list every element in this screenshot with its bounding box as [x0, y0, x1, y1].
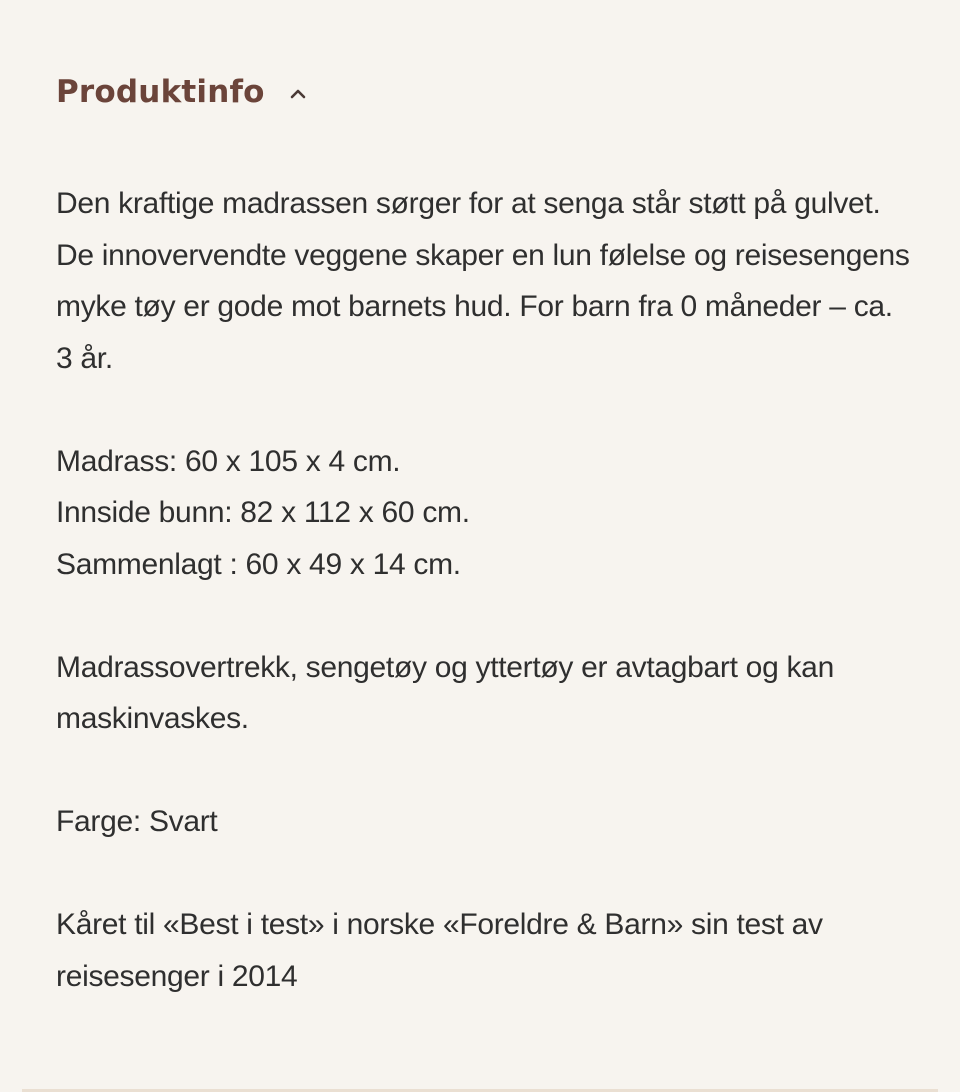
- chevron-up-icon[interactable]: [289, 86, 307, 98]
- dimensions-list: [56, 436, 916, 591]
- care-instructions: Madrassovertrekk, sengetøy og yttertøy er avtagbart og kan maskinvaskes.: [56, 650, 834, 735]
- award-text: Kåret til «Best i test» i norske «Foreldre & Barn» sin test av reisesenger i 2014: [56, 908, 823, 993]
- dimension-mattress: Madrass: 60 x 105 x 4 cm.: [56, 444, 401, 478]
- product-info-content: [56, 178, 916, 1054]
- dimension-folded: Sammenlagt : 60 x 49 x 14 cm.: [56, 547, 461, 581]
- dimension-inside-bottom: Innside bunn: 82 x 112 x 60 cm.: [56, 496, 470, 529]
- section-title: Produktinfo: [56, 74, 265, 110]
- product-color: Farge: Svart: [56, 805, 218, 838]
- product-description: Den kraftige madrassen sørger for at senga står støtt på gulvet. De innovervendte veggene skaper en lun følelse og reisesengens myke tøy er gode mot barnets hud. For barn fra 0 måneder – ca. 3 år.: [56, 187, 910, 375]
- product-info-toggle[interactable]: [56, 74, 307, 110]
